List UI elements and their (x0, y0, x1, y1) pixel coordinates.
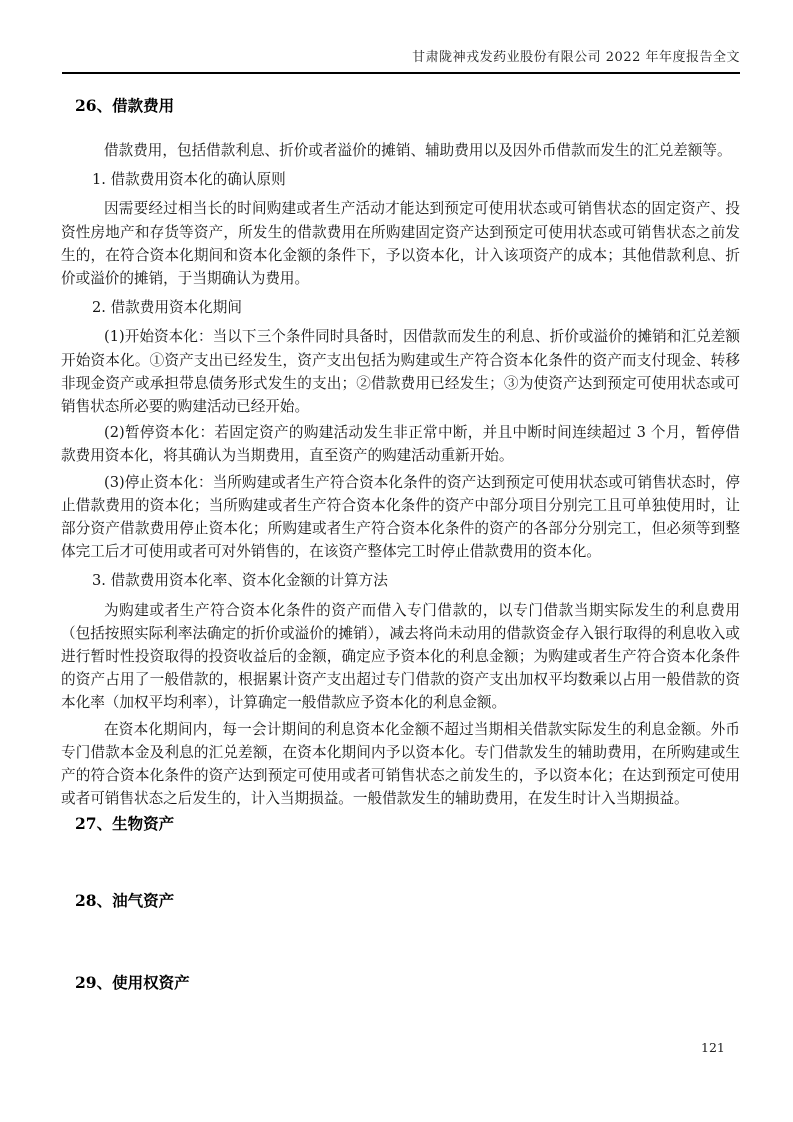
paragraph-capitalization-limits: 在资本化期间内，每一会计期间的利息资本化金额不超过当期相关借款实际发生的利息金额。外币专门借款本金及利息的汇兑差额，在资本化期间内予以资本化。专门借款发生的辅助费用，在所购建或生产的符合资本化条件的资产达到预定可使用或者可销售状态之前发生的，予以资本化；在达到预定可使用或者可销售状态之后发生的，计入当期损益。一般借款发生的辅助费用，在发生时计入当期损益。 (61, 720, 740, 808)
paragraph-capitalization-rate-calculation: 为购建或者生产符合资本化条件的资产而借入专门借款的，以专门借款当期实际发生的利息费用（包括按照实际利率法确定的折价或溢价的摊销），减去将尚未动用的借款资金存入银行取得的利息收入或进行暂时性投资取得的投资收益后的金额，确定应予资本化的利息金额；为购建或者生产符合资本化条件的资产占用了一般借款的，根据累计资产支出超过专门借款的资产支出加权平均数乘以占用一般借款的资本化率（加权平均利率），计算确定一般借款应予资本化的利息金额。 (61, 601, 740, 712)
paragraph-capitalization-stop: (3)停止资本化：当所购建或者生产符合资本化条件的资产达到预定可使用状态或可销售状态时，停止借款费用的资本化；当所购建或者生产符合资本化条件的资产中部分项目分别完工且可单独使用时，让部分资产借款费用停止资本化；所购建或者生产符合资本化条件的资产的各部分分别完工，但必须等到整体完工后才可使用或者可对外销售的，在该资产整体完工时停止借款费用的资本化。 (61, 473, 740, 561)
item-heading-3-capitalization-rate-method: 3. 借款费用资本化率、资本化金额的计算方法 (92, 572, 388, 590)
page-header (62, 46, 740, 74)
section-title-29-right-of-use-assets: 29、使用权资产 (75, 973, 190, 993)
paragraph-capitalization-start: (1)开始资本化：当以下三个条件同时具备时，因借款而发生的利息、折价或溢价的摊销和汇兑差额开始资本化。①资产支出已经发生，资产支出包括为购建或生产符合资本化条件的资产而支付现金、转移非现金资产或承担带息债务形式发生的支出；②借款费用已经发生；③为使资产达到预定可使用状态或可销售状态所必要的购建活动已经开始。 (61, 328, 740, 416)
paragraph-capitalization-recognition: 因需要经过相当长的时间购建或者生产活动才能达到预定可使用状态或可销售状态的固定资产、投资性房地产和存货等资产，所发生的借款费用在所购建固定资产达到预定可使用状态或可销售状态之前发生的，在符合资本化期间和资本化金额的条件下，予以资本化，计入该项资产的成本；其他借款利息、折价或溢价的摊销，于当期确认为费用。 (61, 200, 740, 288)
section-title-27-biological-assets: 27、生物资产 (75, 814, 175, 834)
page-number: 121 (701, 1040, 725, 1055)
item-heading-2-capitalization-period: 2. 借款费用资本化期间 (92, 299, 242, 317)
document-content (61, 74, 740, 993)
page-header-text: 甘肃陇神戎发药业股份有限公司 2022 年年度报告全文 (412, 50, 740, 65)
section-title-26-borrowing-costs: 26、借款费用 (75, 96, 175, 115)
section-title-28-oil-gas-assets: 28、油气资产 (75, 891, 175, 911)
paragraph-borrowing-costs-intro: 借款费用，包括借款利息、折价或者溢价的摊销、辅助费用以及因外币借款而发生的汇兑差额等。 (104, 142, 732, 159)
item-heading-1-capitalization-recognition: 1. 借款费用资本化的确认原则 (92, 171, 286, 189)
paragraph-capitalization-suspend: (2)暂停资本化：若固定资产的购建活动发生非正常中断，并且中断时间连续超过 3 个月，暂停借款费用资本化，将其确认为当期费用，直至资产的购建活动重新开始。 (61, 424, 740, 465)
